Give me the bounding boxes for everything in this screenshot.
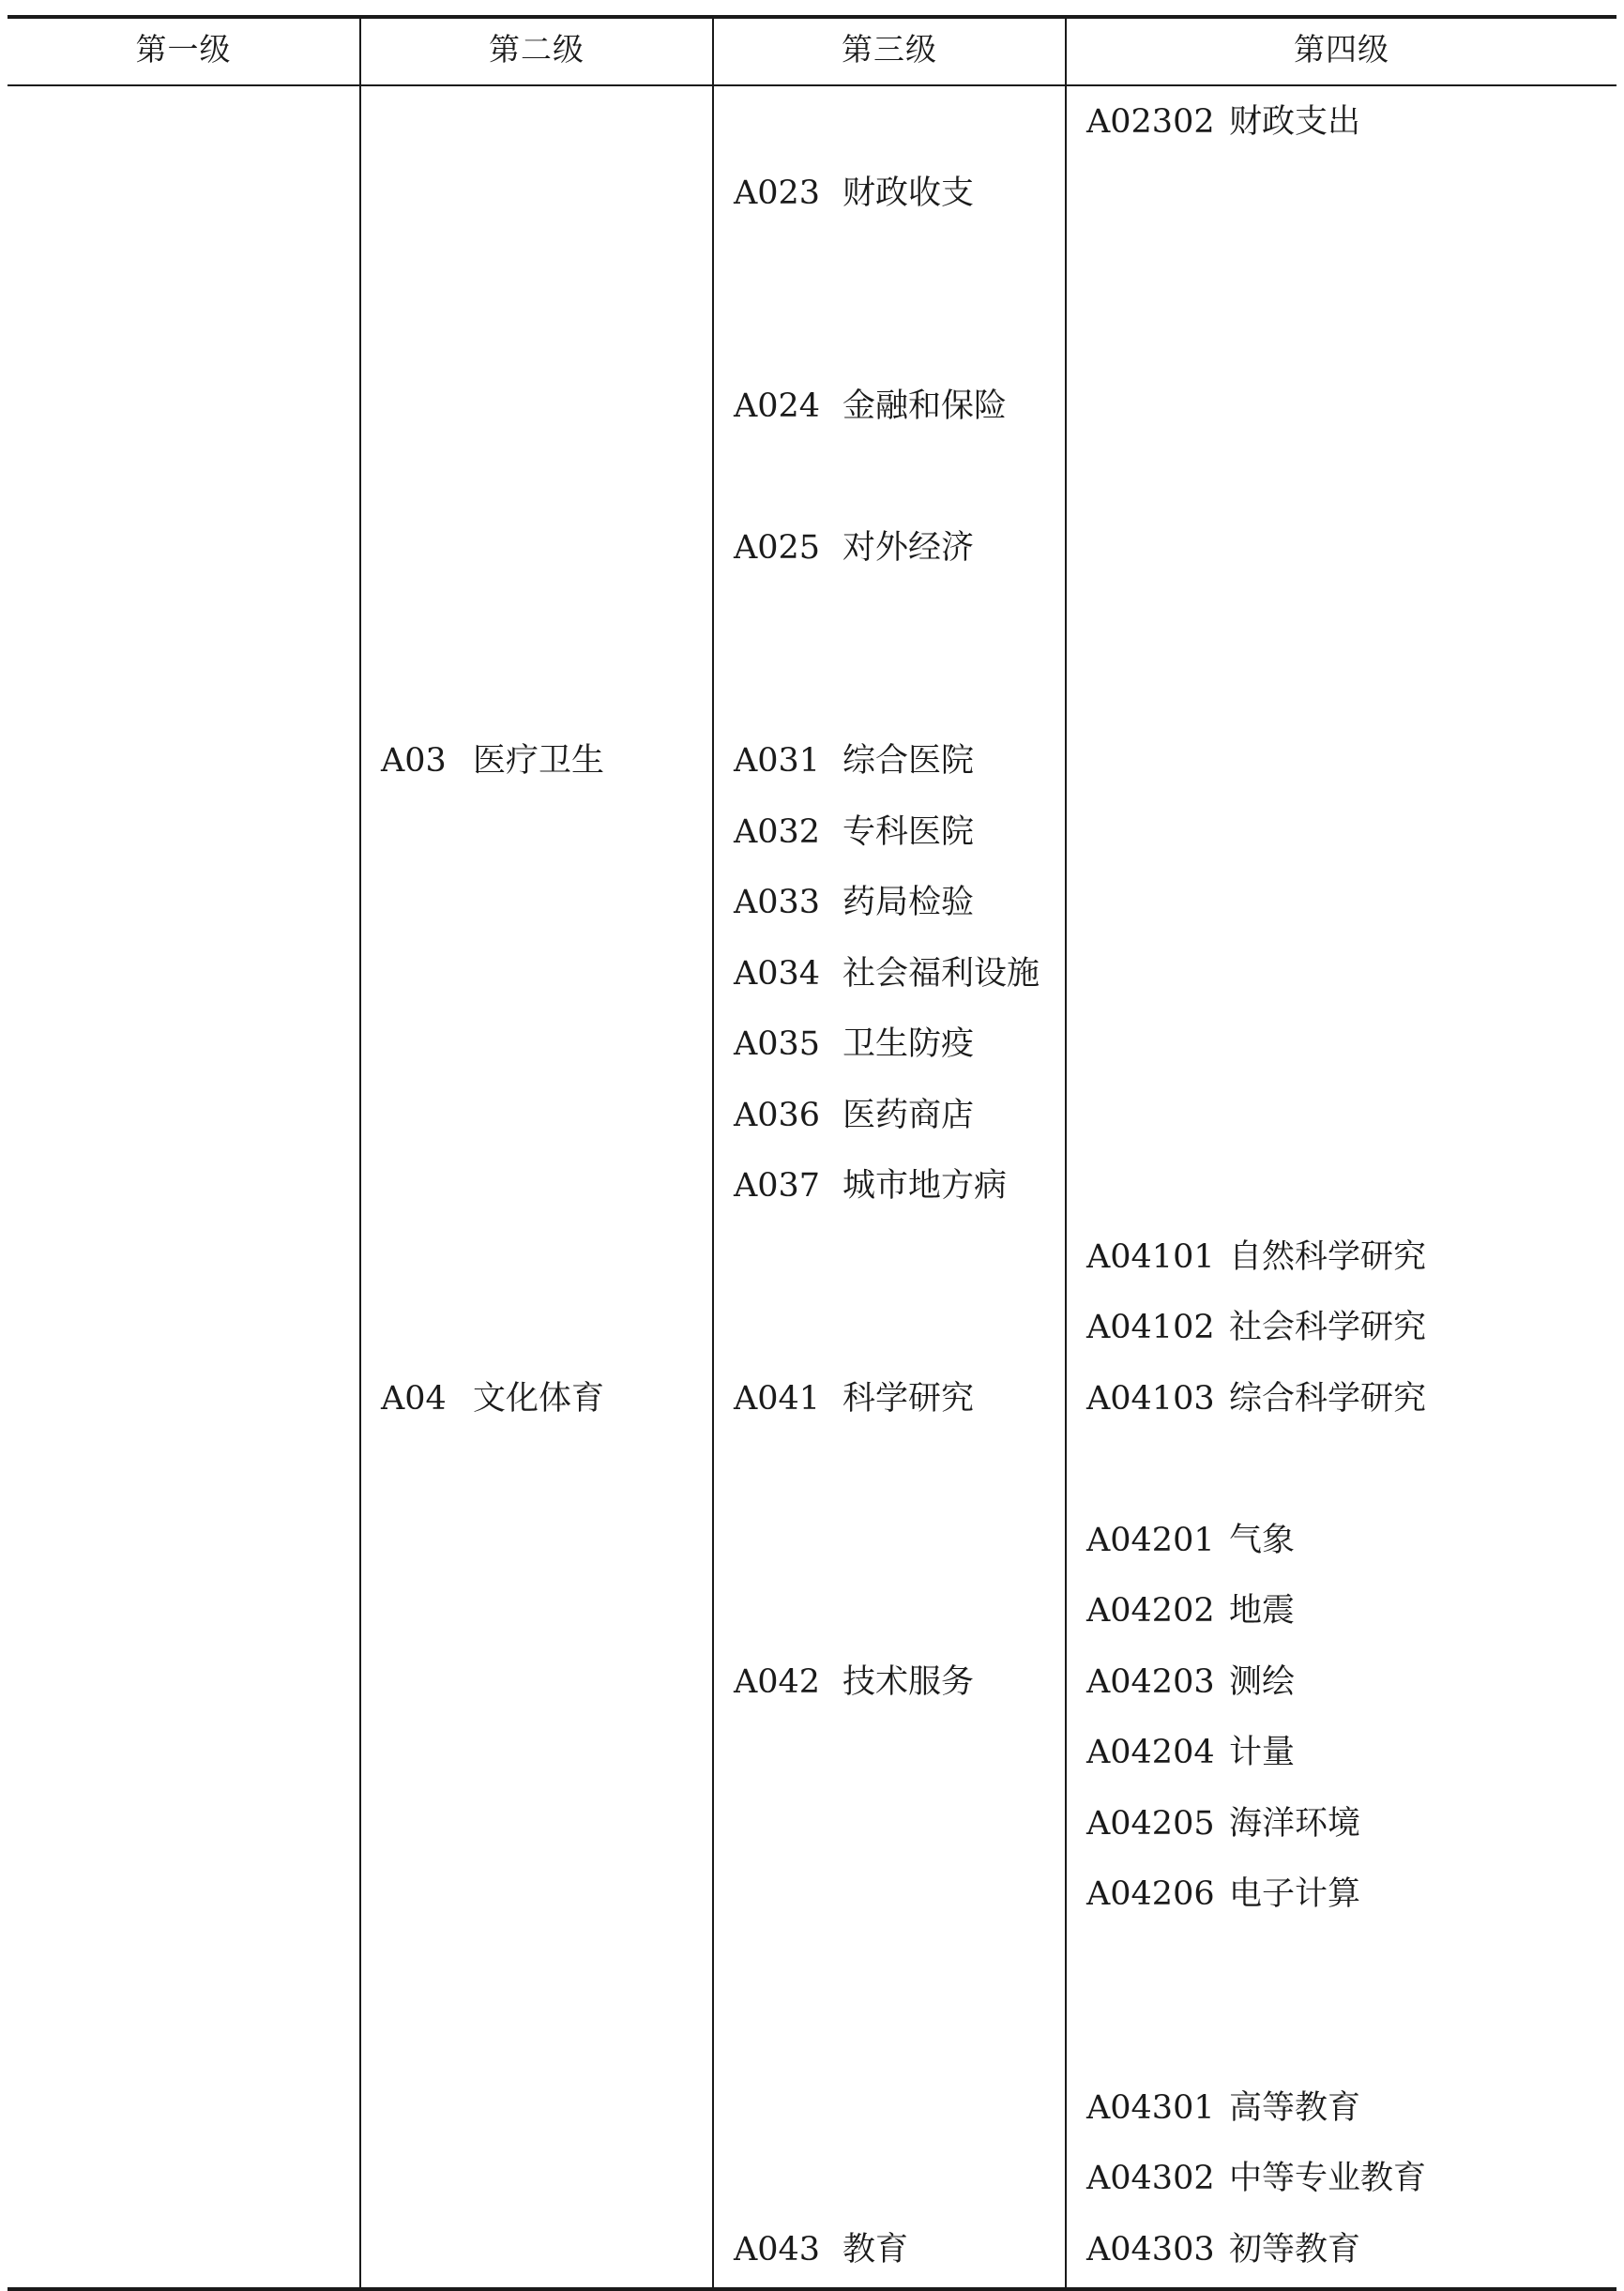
level2-entry bbox=[381, 1371, 604, 1427]
level3-entry bbox=[734, 1158, 1007, 1214]
header-level-3: 第三级 bbox=[842, 31, 937, 68]
entry-name: 医疗卫生 bbox=[473, 742, 605, 780]
entry-code: A023 bbox=[734, 174, 821, 212]
entry-code: A041 bbox=[734, 1380, 821, 1418]
entry-name: 综合医院 bbox=[842, 742, 975, 780]
entry-code: A043 bbox=[734, 2231, 821, 2268]
header-rule bbox=[8, 84, 1616, 86]
level4-entry bbox=[1086, 1512, 1295, 1569]
entry-code: A031 bbox=[734, 742, 821, 780]
entry-name: 药局检验 bbox=[842, 884, 975, 921]
entry-code: A02302 bbox=[1086, 103, 1215, 141]
entry-name: 文化体育 bbox=[473, 1380, 605, 1418]
entry-code: A04301 bbox=[1086, 2089, 1215, 2127]
entry-code: A034 bbox=[734, 955, 821, 993]
entry-name: 社会福利设施 bbox=[842, 955, 1040, 993]
entry-name: 测绘 bbox=[1229, 1663, 1296, 1701]
entry-code: A033 bbox=[734, 884, 821, 921]
level4-entry bbox=[1086, 94, 1360, 150]
entry-code: A04303 bbox=[1086, 2231, 1215, 2268]
entry-name: 社会科学研究 bbox=[1229, 1309, 1427, 1346]
column-divider bbox=[359, 15, 361, 2291]
entry-code: A042 bbox=[734, 1663, 821, 1701]
header-level-1: 第一级 bbox=[135, 31, 232, 68]
entry-code: A04102 bbox=[1086, 1309, 1215, 1346]
entry-name: 初等教育 bbox=[1229, 2231, 1361, 2268]
level3-entry bbox=[734, 520, 974, 576]
entry-name: 专科医院 bbox=[842, 813, 975, 851]
entry-name: 气象 bbox=[1229, 1522, 1296, 1559]
entry-code: A04101 bbox=[1086, 1238, 1215, 1276]
level3-entry bbox=[734, 874, 974, 931]
entry-name: 财政收支 bbox=[842, 174, 975, 212]
level4-entry bbox=[1086, 1583, 1295, 1639]
entry-name: 金融和保险 bbox=[842, 387, 1008, 425]
level4-entry bbox=[1086, 2080, 1360, 2136]
level3-entry bbox=[734, 733, 974, 789]
column-divider bbox=[1065, 15, 1067, 2291]
entry-code: A024 bbox=[734, 387, 821, 425]
entry-code: A04201 bbox=[1086, 1522, 1215, 1559]
column-divider bbox=[712, 15, 714, 2291]
entry-name: 高等教育 bbox=[1229, 2089, 1361, 2127]
level3-entry bbox=[734, 1087, 974, 1144]
entry-name: 地震 bbox=[1229, 1592, 1296, 1630]
level4-entry bbox=[1086, 1654, 1295, 1710]
entry-name: 教育 bbox=[842, 2231, 909, 2268]
level3-entry bbox=[734, 804, 974, 860]
level3-entry bbox=[734, 165, 974, 221]
entry-name: 中等专业教育 bbox=[1229, 2160, 1427, 2197]
level4-entry bbox=[1086, 2150, 1426, 2207]
entry-code: A036 bbox=[734, 1097, 821, 1134]
level3-entry bbox=[734, 378, 1007, 434]
entry-code: A04205 bbox=[1086, 1805, 1215, 1843]
entry-name: 城市地方病 bbox=[842, 1167, 1008, 1205]
entry-name: 海洋环境 bbox=[1229, 1805, 1361, 1843]
level4-entry bbox=[1086, 1866, 1360, 1922]
header-level-4: 第四级 bbox=[1294, 31, 1389, 68]
level3-entry bbox=[734, 1371, 974, 1427]
level4-entry bbox=[1086, 1299, 1426, 1356]
entry-name: 计量 bbox=[1229, 1734, 1296, 1771]
entry-code: A04202 bbox=[1086, 1592, 1215, 1630]
entry-name: 科学研究 bbox=[842, 1380, 975, 1418]
entry-name: 综合科学研究 bbox=[1229, 1380, 1427, 1418]
entry-code: A04302 bbox=[1086, 2160, 1215, 2197]
level3-entry bbox=[734, 1016, 974, 1072]
level3-entry bbox=[734, 2222, 908, 2278]
entry-name: 技术服务 bbox=[842, 1663, 975, 1701]
level3-entry bbox=[734, 946, 1040, 1002]
level4-entry bbox=[1086, 2222, 1360, 2278]
level4-entry bbox=[1086, 1796, 1360, 1852]
entry-code: A025 bbox=[734, 529, 821, 567]
entry-code: A032 bbox=[734, 813, 821, 851]
entry-code: A03 bbox=[381, 742, 447, 780]
entry-code: A04 bbox=[381, 1380, 447, 1418]
entry-code: A04204 bbox=[1086, 1734, 1215, 1771]
entry-code: A04206 bbox=[1086, 1875, 1215, 1913]
level4-entry bbox=[1086, 1724, 1295, 1781]
entry-name: 电子计算 bbox=[1229, 1875, 1361, 1913]
header-level-2: 第二级 bbox=[489, 31, 584, 68]
level2-entry bbox=[381, 733, 604, 789]
level3-entry bbox=[734, 1654, 974, 1710]
classification-table bbox=[8, 15, 1616, 2282]
table-bottom-rule bbox=[8, 2287, 1616, 2291]
entry-name: 卫生防疫 bbox=[842, 1025, 975, 1063]
entry-name: 自然科学研究 bbox=[1229, 1238, 1427, 1276]
entry-code: A037 bbox=[734, 1167, 821, 1205]
entry-name: 对外经济 bbox=[842, 529, 975, 567]
entry-name: 医药商店 bbox=[842, 1097, 975, 1134]
entry-name: 财政支出 bbox=[1229, 103, 1361, 141]
level4-entry bbox=[1086, 1371, 1426, 1427]
entry-code: A04103 bbox=[1086, 1380, 1215, 1418]
level4-entry bbox=[1086, 1229, 1426, 1285]
entry-code: A035 bbox=[734, 1025, 821, 1063]
entry-code: A04203 bbox=[1086, 1663, 1215, 1701]
